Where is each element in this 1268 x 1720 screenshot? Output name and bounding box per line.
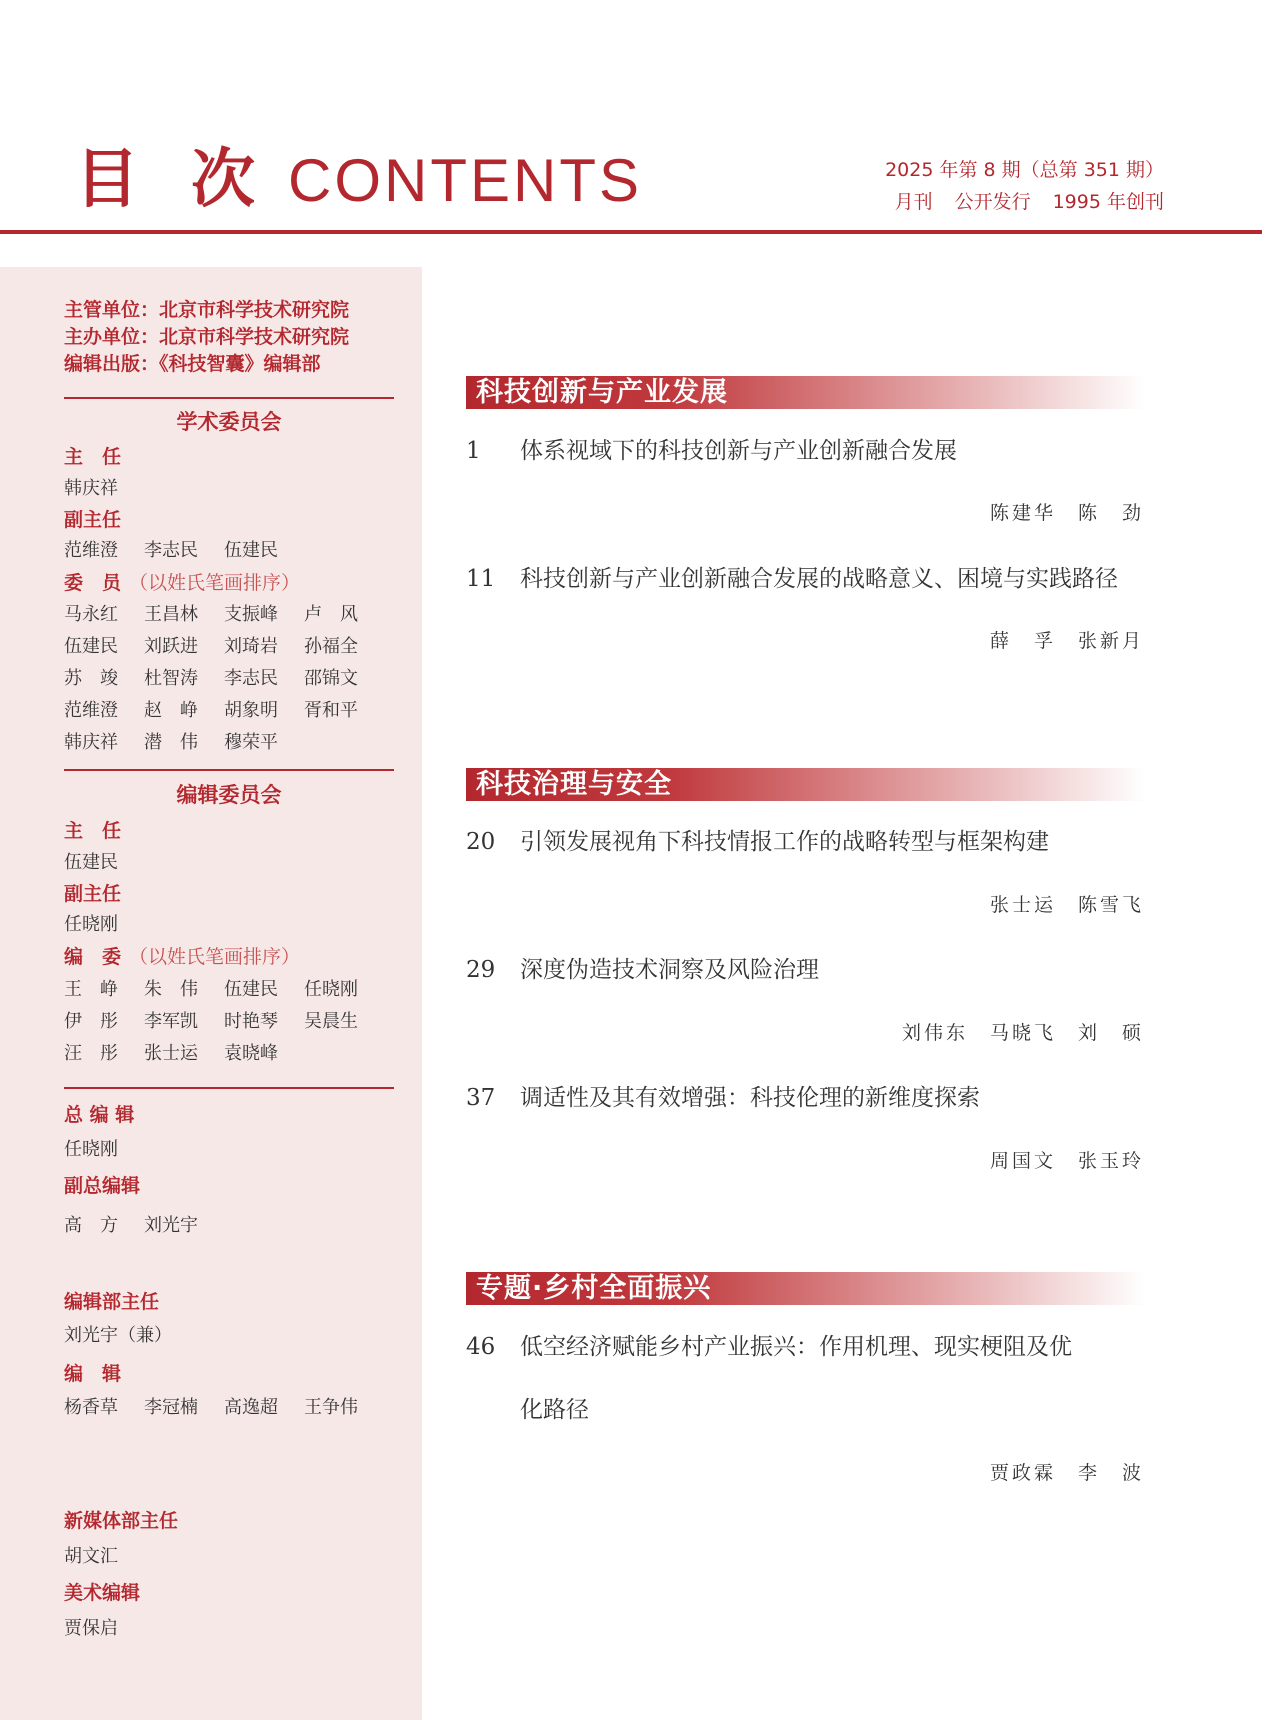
name: 高 方 (64, 1215, 118, 1236)
office-head: 刘光宇（兼） (64, 1325, 172, 1346)
name: 赵 峥 (144, 700, 198, 721)
editorial-members-row (64, 1041, 304, 1067)
editorial-director: 伍建民 (64, 852, 118, 873)
publisher-org: 编辑出版：《科技智囊》编辑部 (64, 353, 321, 375)
chief-editor-label: 总 编 辑 (64, 1104, 135, 1126)
name: 孙福全 (304, 636, 358, 657)
editorial-members-heading (64, 944, 300, 971)
article-title-line1[interactable]: 低空经济赋能乡村产业振兴：作用机理、现实梗阻及优 (520, 1334, 1072, 1360)
name: 刘琦岩 (224, 636, 278, 657)
article-title[interactable]: 调适性及其有效增强：科技伦理的新维度探索 (520, 1085, 980, 1111)
name: 杨香草 (64, 1397, 118, 1418)
author: 陈建华 (989, 502, 1056, 524)
name: 李军凯 (144, 1011, 198, 1032)
new-media-head: 胡文汇 (64, 1546, 118, 1567)
author: 马晓飞 (989, 1022, 1056, 1044)
author: 贾政霖 (989, 1462, 1056, 1484)
name: 伍建民 (64, 636, 118, 657)
name: 卢 风 (304, 604, 358, 625)
editorial-deputy-label: 副主任 (64, 883, 122, 905)
name: 王 峥 (64, 979, 118, 1000)
academic-members-label: 委 员 (64, 572, 122, 594)
editorial-members-note: （以姓氏笔画排序） (129, 946, 301, 968)
name: 高逸超 (224, 1397, 278, 1418)
name: 伍建民 (224, 979, 278, 1000)
masthead-sidebar (0, 267, 422, 1720)
section-header (466, 768, 1146, 801)
article-authors (990, 1460, 1144, 1486)
article-title[interactable]: 引领发展视角下科技情报工作的战略转型与框架构建 (520, 829, 1049, 855)
name: 王昌林 (144, 604, 198, 625)
author: 张新月 (1077, 630, 1144, 652)
issue-number: 2025 年第 8 期（总第 351 期） (885, 159, 1164, 181)
article-title[interactable]: 科技创新与产业创新融合发展的战略意义、困境与实践路径 (520, 566, 1118, 592)
author: 周国文 (989, 1150, 1056, 1172)
section-title: 专题·乡村全面振兴 (476, 1273, 712, 1304)
name: 刘光宇 (144, 1215, 198, 1236)
name: 朱 伟 (144, 979, 198, 1000)
editorial-deputy: 任晓刚 (64, 914, 118, 935)
academic-members-row (64, 602, 384, 628)
name: 李冠楠 (144, 1397, 198, 1418)
name: 马永红 (64, 604, 118, 625)
name: 汪 彤 (64, 1043, 118, 1064)
article-title[interactable]: 体系视域下的科技创新与产业创新融合发展 (520, 438, 957, 464)
section-title: 科技治理与安全 (476, 769, 672, 800)
article-authors (990, 628, 1144, 654)
name: 张士运 (144, 1043, 198, 1064)
name: 杜智涛 (144, 668, 198, 689)
author: 刘伟东 (901, 1022, 968, 1044)
publication-meta (895, 189, 1164, 215)
name: 王争伟 (304, 1397, 358, 1418)
sidebar-divider (64, 397, 394, 399)
article-title[interactable]: 深度伪造技术洞察及风险治理 (520, 957, 819, 983)
name: 韩庆祥 (64, 732, 118, 753)
name: 邵锦文 (304, 668, 358, 689)
name: 任晓刚 (304, 979, 358, 1000)
author: 刘 硕 (1077, 1022, 1144, 1044)
founded-year: 1995 年创刊 (1052, 191, 1164, 213)
editors (64, 1395, 384, 1421)
frequency: 月刊 (894, 191, 933, 213)
editorial-members-row (64, 1009, 384, 1035)
section-header (466, 1272, 1146, 1305)
name: 刘跃进 (144, 636, 198, 657)
article-page: 37 (466, 1085, 496, 1111)
sidebar-divider (64, 1087, 394, 1089)
academic-deputies (64, 538, 304, 564)
office-head-label: 编辑部主任 (64, 1291, 160, 1313)
name: 支振峰 (224, 604, 278, 625)
chief-editor: 任晓刚 (64, 1139, 118, 1160)
academic-members-row (64, 698, 384, 724)
name: 伍建民 (224, 540, 278, 561)
article-authors (990, 500, 1144, 526)
author: 薛 孚 (989, 630, 1056, 652)
sponsor-org: 主办单位：北京市科学技术研究院 (64, 326, 350, 348)
author: 陈 劲 (1077, 502, 1144, 524)
editors-label: 编 辑 (64, 1363, 122, 1385)
article-page: 11 (466, 566, 496, 592)
academic-director-label: 主 任 (64, 446, 122, 468)
article-page: 1 (466, 438, 481, 464)
academic-deputy-label: 副主任 (64, 509, 122, 531)
academic-members-heading (64, 570, 300, 597)
editorial-director-label: 主 任 (64, 820, 122, 842)
supervisor-org: 主管单位：北京市科学技术研究院 (64, 299, 350, 321)
author: 张士运 (989, 894, 1056, 916)
name: 苏 竣 (64, 668, 118, 689)
article-authors (990, 1148, 1144, 1174)
name: 潜 伟 (144, 732, 198, 753)
article-page: 20 (466, 829, 496, 855)
name: 伊 彤 (64, 1011, 118, 1032)
academic-committee-title: 学术委员会 (176, 410, 282, 434)
art-editor: 贾保启 (64, 1618, 118, 1639)
article-authors (902, 1020, 1144, 1046)
name: 胡象明 (224, 700, 278, 721)
academic-director: 韩庆祥 (64, 478, 118, 499)
academic-members-row (64, 634, 384, 660)
name: 胥和平 (304, 700, 358, 721)
page-title-zh: 目次 (75, 143, 307, 217)
section-header (466, 376, 1146, 409)
name: 穆荣平 (224, 732, 278, 753)
art-editor-label: 美术编辑 (64, 1582, 141, 1604)
name: 时艳琴 (224, 1011, 278, 1032)
header-divider (0, 230, 1262, 234)
article-page: 29 (466, 957, 496, 983)
editorial-members-row (64, 977, 384, 1003)
author: 张玉玲 (1077, 1150, 1144, 1172)
name: 袁晓峰 (224, 1043, 278, 1064)
article-authors (990, 892, 1144, 918)
editorial-members-label: 编 委 (64, 946, 122, 968)
article-page: 46 (466, 1334, 496, 1360)
name: 范维澄 (64, 540, 118, 561)
name: 李志民 (144, 540, 198, 561)
name: 范维澄 (64, 700, 118, 721)
author: 陈雪飞 (1077, 894, 1144, 916)
author: 李 波 (1077, 1462, 1144, 1484)
name: 李志民 (224, 668, 278, 689)
deputy-chief-label: 副总编辑 (64, 1175, 141, 1197)
editorial-committee-title: 编辑委员会 (176, 783, 282, 807)
article-title-line2[interactable]: 化路径 (520, 1397, 589, 1423)
sidebar-divider (64, 769, 394, 771)
new-media-label: 新媒体部主任 (64, 1510, 179, 1532)
academic-members-row (64, 730, 304, 756)
academic-members-note: （以姓氏笔画排序） (129, 572, 301, 594)
section-title: 科技创新与产业发展 (476, 377, 728, 408)
name: 吴晨生 (304, 1011, 358, 1032)
academic-members-row (64, 666, 384, 692)
page-title-en: CONTENTS (288, 147, 642, 214)
distribution: 公开发行 (954, 191, 1031, 213)
deputy-chiefs (64, 1213, 224, 1239)
